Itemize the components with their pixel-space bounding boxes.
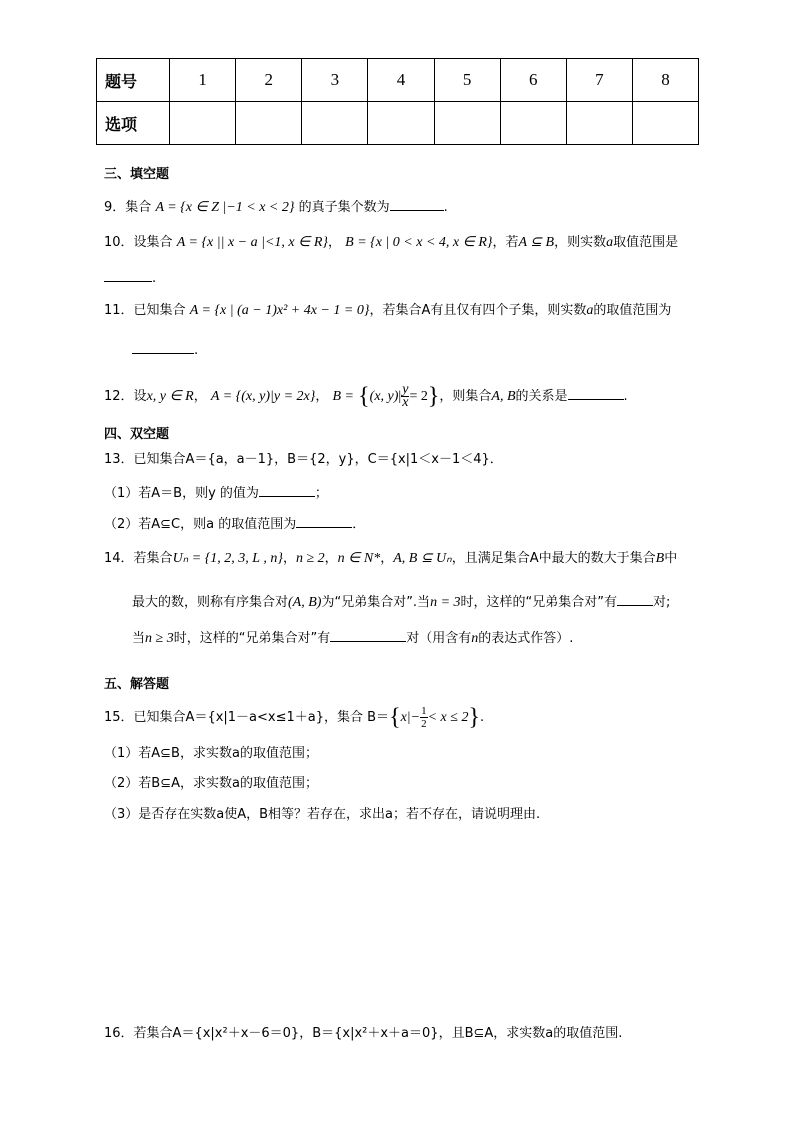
- section-solve-title: 五、解答题: [104, 677, 170, 692]
- question-13-part2: [104, 514, 365, 534]
- q11-var: a: [586, 303, 594, 318]
- question-15-part1: （1）若A⊆B，求实数a的取值范围；: [104, 746, 318, 761]
- q12-end: .: [623, 389, 628, 404]
- question-15: [104, 705, 484, 730]
- q12-sep2: ，: [315, 389, 329, 404]
- answer-cell[interactable]: [302, 102, 368, 145]
- question-16: [104, 1025, 622, 1043]
- q14-number: 14．: [104, 551, 134, 566]
- q14-l1-end: 中: [664, 551, 678, 566]
- q14-l2-post: 时，这样的“兄弟集合对”有: [460, 595, 617, 610]
- q14-l3-mid: 时，这样的“兄弟集合对”有: [173, 631, 331, 646]
- question-13-part1: [104, 483, 328, 503]
- q14-answer-blank-1[interactable]: [617, 592, 653, 606]
- q15-b-pre: x|−: [400, 710, 421, 725]
- answer-cell[interactable]: [500, 102, 566, 145]
- q15-frac-den: 2: [421, 718, 427, 730]
- q10-end: .: [152, 271, 157, 286]
- q15-brace-left: {: [389, 704, 401, 731]
- q16-text: 若集合A＝{x|x²＋x－6＝0}，B＝{x|x²＋x＋a＝0}，且B⊆A，求实数a的取值范围.: [133, 1026, 623, 1041]
- answer-cell[interactable]: [566, 102, 632, 145]
- q10-post2: 取值范围是: [613, 235, 679, 250]
- q12-set-b-in: (x, y): [369, 389, 399, 404]
- question-13: [104, 451, 503, 469]
- q12-mid: ，则集合: [439, 389, 492, 404]
- question-number: 2: [236, 59, 302, 102]
- q14-cond-n-ge3: n ≥ 3: [145, 631, 174, 646]
- question-14: [104, 550, 677, 568]
- q12-post: 的关系是: [515, 389, 568, 404]
- question-12: 12．设x, y ∈ R， A = {(x, y)|y = 2x}， B = {(x, y)| $\frac{y}{x}$ = 2}，则集合A, B的关系是 .: [104, 382, 628, 410]
- question-number: 7: [566, 59, 632, 102]
- q13-p1-answer-blank[interactable]: [259, 483, 315, 497]
- q14-var-b: B: [655, 551, 665, 566]
- q14-var-n: n: [471, 631, 479, 646]
- q12-frac-den: x: [402, 395, 409, 410]
- q13-number: 13．: [104, 452, 134, 467]
- q14-answer-blank-2[interactable]: [330, 628, 406, 642]
- q13-p1-text: （1）若A＝B，则y 的值为: [104, 486, 259, 501]
- section-fill-blank-title: 三、填空题: [104, 167, 170, 182]
- q9-answer-blank[interactable]: [390, 197, 444, 211]
- q11-set: A = {x | (a − 1)x² + 4x − 1 = 0}: [189, 303, 370, 318]
- q12-brace-right: }: [427, 383, 440, 410]
- answer-cell[interactable]: [368, 102, 434, 145]
- q14-l1-pre: 若集合: [133, 551, 173, 566]
- question-10-line2: [104, 268, 156, 288]
- q10-var: a: [606, 235, 614, 250]
- q11-pre: 已知集合: [133, 303, 186, 318]
- answer-cell[interactable]: [632, 102, 698, 145]
- q12-sets: A, B: [491, 389, 516, 404]
- q13-p1-end: ；: [314, 486, 328, 501]
- q10-mid: ，若: [492, 235, 519, 250]
- answer-cell[interactable]: [434, 102, 500, 145]
- q14-l3-pre: 当: [132, 631, 146, 646]
- question-number-header: 题号: [97, 59, 170, 102]
- q10-answer-blank[interactable]: [104, 268, 152, 282]
- q13-p2-text: （2）若A⊆C，则a 的取值范围为: [104, 517, 297, 532]
- question-11: [104, 302, 671, 320]
- q14-cond-n3: n = 3: [430, 595, 461, 610]
- q10-set-a: A = {x || x − a |<1, x ∈ R}: [176, 235, 328, 250]
- q12-set-b-post: = 2: [409, 389, 428, 404]
- q15-number: 15．: [104, 710, 134, 725]
- question-15-part2: （2）若B⊆A，求实数a的取值范围；: [104, 776, 318, 791]
- q9-number: 9．: [104, 200, 126, 215]
- q12-answer-blank[interactable]: [568, 386, 624, 400]
- q12-set-b-pre: B =: [332, 389, 354, 404]
- q14-l2-pre: 最大的数，则称有序集合对: [132, 595, 289, 610]
- q12-frac-num: y: [402, 382, 409, 397]
- answer-table-number-row: [97, 59, 699, 102]
- question-14-line2: [132, 592, 670, 612]
- q14-set: Uₙ = {1, 2, 3, L , n}: [172, 551, 283, 566]
- question-15-part3: （3）是否存在实数a使A，B相等？若存在，求出a；若不存在，请说明理由.: [104, 807, 541, 822]
- question-number: 3: [302, 59, 368, 102]
- q14-cond1: n ≥ 2: [295, 551, 325, 566]
- q14-l1-sep: ，: [324, 551, 338, 566]
- q15-fraction: [420, 705, 428, 730]
- q10-pre: 设集合: [133, 235, 173, 250]
- q12-number: 12．: [104, 389, 134, 404]
- q9-pre: 集合: [125, 200, 152, 215]
- question-number: 5: [434, 59, 500, 102]
- q15-frac-num: 1: [421, 705, 427, 717]
- q14-l1-sep2: ，: [380, 551, 394, 566]
- q10-sep: ，: [327, 235, 341, 250]
- q14-cond2: n ∈ N*: [337, 551, 381, 566]
- question-10: [104, 234, 678, 252]
- q14-l3-end: 的表达式作答）.: [478, 631, 574, 646]
- q10-set-b: B = {x | 0 < x < 4, x ∈ R}: [345, 235, 493, 250]
- question-number: 1: [170, 59, 236, 102]
- q9-post: 的真子集个数为: [298, 200, 390, 215]
- question-9: 9．集合 A = {x ∈ Z |−1 < x < 2} 的真子集个数为 .: [104, 197, 448, 217]
- q14-l1-post: ，且满足集合A中最大的数大于集合: [451, 551, 656, 566]
- q13-p2-answer-blank[interactable]: [296, 514, 352, 528]
- answer-table-option-row: [97, 102, 699, 145]
- q11-end: .: [194, 343, 199, 358]
- q13-p2-end: ．: [352, 517, 366, 532]
- q10-relation: A ⊆ B: [518, 235, 555, 250]
- question-number: 4: [368, 59, 434, 102]
- answer-cell[interactable]: [236, 102, 302, 145]
- q13-text: 已知集合A＝{a，a－1}，B＝{2，y}，C＝{x|1＜x－1＜4}．: [133, 452, 503, 467]
- q15-end: .: [480, 710, 485, 725]
- q11-post: 的取值范围为: [593, 303, 672, 318]
- q11-number: 11．: [104, 303, 134, 318]
- q16-number: 16．: [104, 1026, 134, 1041]
- q11-answer-blank[interactable]: [132, 340, 194, 354]
- option-header: 选项: [97, 102, 170, 145]
- q10-post: ，则实数: [554, 235, 607, 250]
- q15-pre: 已知集合A＝{x|1－a<x≤1＋a}，集合 B＝: [133, 710, 390, 725]
- q11-mid: ，若集合A有且仅有四个子集，则实数: [369, 303, 587, 318]
- question-number: 8: [632, 59, 698, 102]
- answer-cell[interactable]: [170, 102, 236, 145]
- q10-number: 10．: [104, 235, 134, 250]
- q15-brace-right: }: [468, 704, 480, 731]
- q14-pair: (A, B): [288, 595, 322, 610]
- q12-sep: ，: [193, 389, 207, 404]
- question-11-line2: [132, 340, 198, 360]
- q12-set-a: A = {(x, y)|y = 2x}: [210, 389, 316, 404]
- q14-l2-end: 对;: [653, 595, 671, 610]
- q14-l2-mid: 为“兄弟集合对”.当: [321, 595, 431, 610]
- q14-l1-mid: ，: [282, 551, 296, 566]
- q12-vars: x, y ∈ R: [146, 389, 194, 404]
- q14-cond3: A, B ⊆ Uₙ: [393, 551, 452, 566]
- question-14-line3: [132, 628, 573, 648]
- q15-b-post: < x ≤ 2: [427, 710, 469, 725]
- q9-set: A = {x ∈ Z |−1 < x < 2}: [155, 200, 295, 215]
- q12-pre: 设: [133, 389, 147, 404]
- answer-table: [96, 58, 699, 145]
- q12-brace-left: {: [358, 383, 370, 410]
- section-double-blank-title: 四、双空题: [104, 427, 170, 442]
- question-number: 6: [500, 59, 566, 102]
- q14-l3-post: 对（用含有: [406, 631, 472, 646]
